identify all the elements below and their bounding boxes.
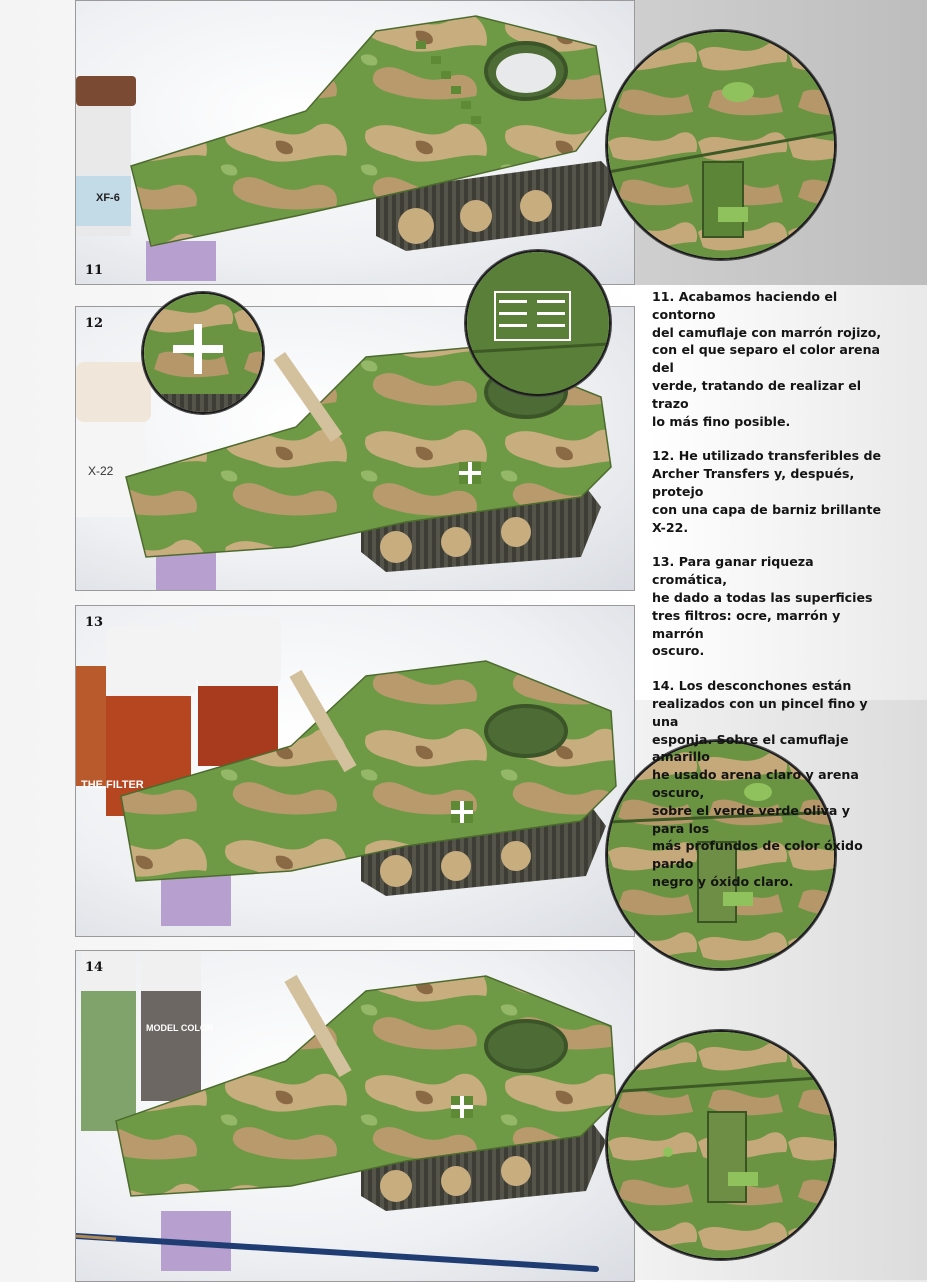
balkenkreuz-icon [451,1096,473,1118]
caption-step-13: 13. Para ganar riqueza cromática, he dado a todas las superficies tres filtros: ocre, marrón y marrón oscuro. [652,554,873,659]
captions-column [652,288,884,908]
step-number-14: 14 [85,960,104,975]
brush-icon [76,1236,596,1269]
step-number-12: 12 [85,316,104,331]
vehicle-illustration-13 [76,606,634,936]
jar-label-13: THE FILTER [81,779,144,791]
caption-step-12: 12. He utilizado transferibles de Archer Transfers y, después, protejo con una capa de barniz brillante X-22. [652,448,882,535]
jar-label-11: XF-6 [96,192,120,204]
step-number-13: 13 [85,615,104,630]
balkenkreuz-icon [459,462,481,484]
vehicle-illustration-14 [76,951,634,1281]
photo-step-11 [75,0,635,285]
detail-loupe-11 [606,30,836,260]
paint-jar-icon [76,76,136,236]
detail-loupe-12-cross [142,292,264,414]
vehicle-illustration-11 [76,1,634,284]
balkenkreuz-icon [451,801,473,823]
jar-label-12: X-22 [88,464,114,478]
caption-step-14: 14. Los desconchones están realizados con un pincel fino y una esponja. Sobre el camuflaje amarillo he usado arena claro y arena oscuro, sobre el verde verde oliva y para los más profundos de color óxido pardo negro y óxido claro. [652,678,868,889]
model-stand [156,552,216,590]
photo-step-13 [75,605,635,937]
step-number-11: 11 [85,263,104,278]
caption-step-11: 11. Acabamos haciendo el contorno del camuflaje con marrón rojizo, con el que separo el color arena del verde, tratando de realizar el trazo lo más fino posible. [652,289,882,429]
detail-loupe-14 [606,1030,836,1260]
detail-loupe-12-stencil [465,250,611,396]
jar-label-14: MODEL COLOR [146,1023,214,1033]
photo-step-14 [75,950,635,1282]
model-stand [146,241,216,281]
